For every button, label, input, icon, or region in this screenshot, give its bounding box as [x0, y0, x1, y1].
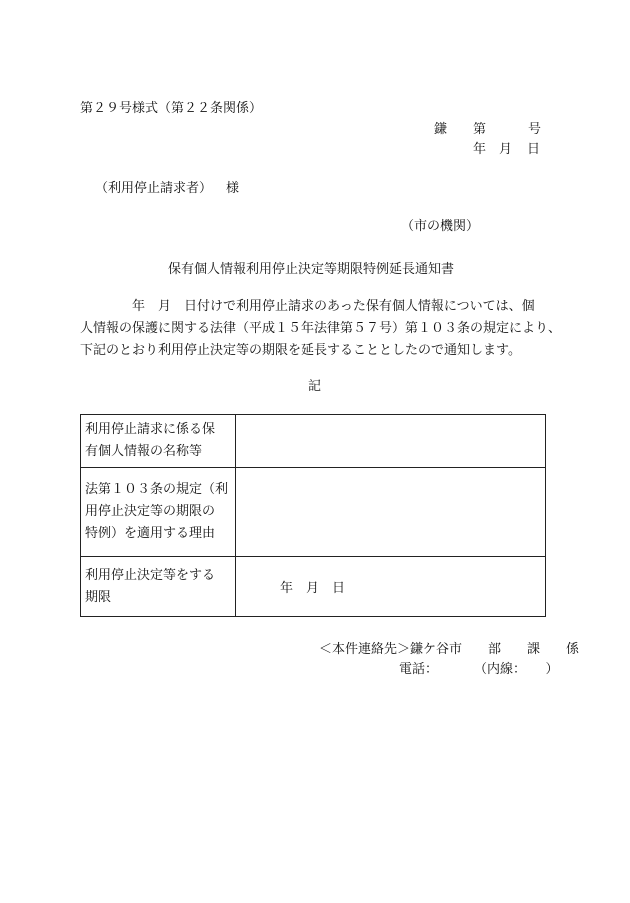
- label-line: 特例）を適用する理由: [85, 526, 216, 541]
- table-label-cell: [81, 415, 236, 468]
- extension-label: （内線： ）: [474, 662, 559, 677]
- table-value-cell: [236, 415, 546, 468]
- label-line: 用停止決定等の期限の: [85, 504, 216, 519]
- body-line: 人情報の保護に関する法律（平成１５年法律第５７号）第１０３条の規定により、: [80, 321, 562, 336]
- date-year: 年: [473, 142, 487, 157]
- table-label-cell: [81, 468, 236, 557]
- label-line: 期限: [85, 589, 112, 605]
- label-line: 有個人情報の名称等: [85, 444, 203, 459]
- body-line: 下記のとおり利用停止決定等の期限を延長することとしたので通知します。: [80, 343, 521, 358]
- body-paragraph: [80, 296, 562, 362]
- label-line: 法第１０３条の規定（利: [85, 482, 229, 497]
- table-row: [81, 557, 546, 617]
- label-line: 利用停止請求に係る保: [85, 422, 216, 437]
- doc-no-kama: 鎌: [434, 122, 448, 137]
- ki-heading: 記: [308, 379, 322, 394]
- form-number: 第２９号様式（第２２条関係）: [80, 101, 263, 116]
- table-row: [81, 468, 546, 557]
- phone-label: 電話：: [399, 662, 439, 677]
- label-line: 利用停止決定等をする: [85, 567, 216, 583]
- contact-line: ＜本件連絡先＞鎌ケ谷市 部 課 係: [319, 642, 580, 657]
- document-title: 保有個人情報利用停止決定等期限特例延長通知書: [168, 262, 455, 277]
- table-row: [81, 415, 546, 468]
- date-month: 月: [499, 142, 513, 157]
- body-line: 年 月 日付けで利用停止請求のあった保有個人情報については、個: [80, 299, 535, 314]
- addressee-honorific: 様: [226, 181, 240, 196]
- table-label-cell: [81, 557, 236, 617]
- doc-no-dai: 第: [473, 122, 487, 137]
- doc-no-go: 号: [528, 122, 542, 137]
- deadline-value: 年 月 日: [236, 557, 546, 617]
- details-table: [80, 414, 546, 617]
- sender-organ: （市の機関）: [401, 219, 480, 234]
- date-day: 日: [527, 142, 541, 157]
- table-value-cell: [236, 468, 546, 557]
- addressee-name: （利用停止請求者）: [95, 181, 213, 196]
